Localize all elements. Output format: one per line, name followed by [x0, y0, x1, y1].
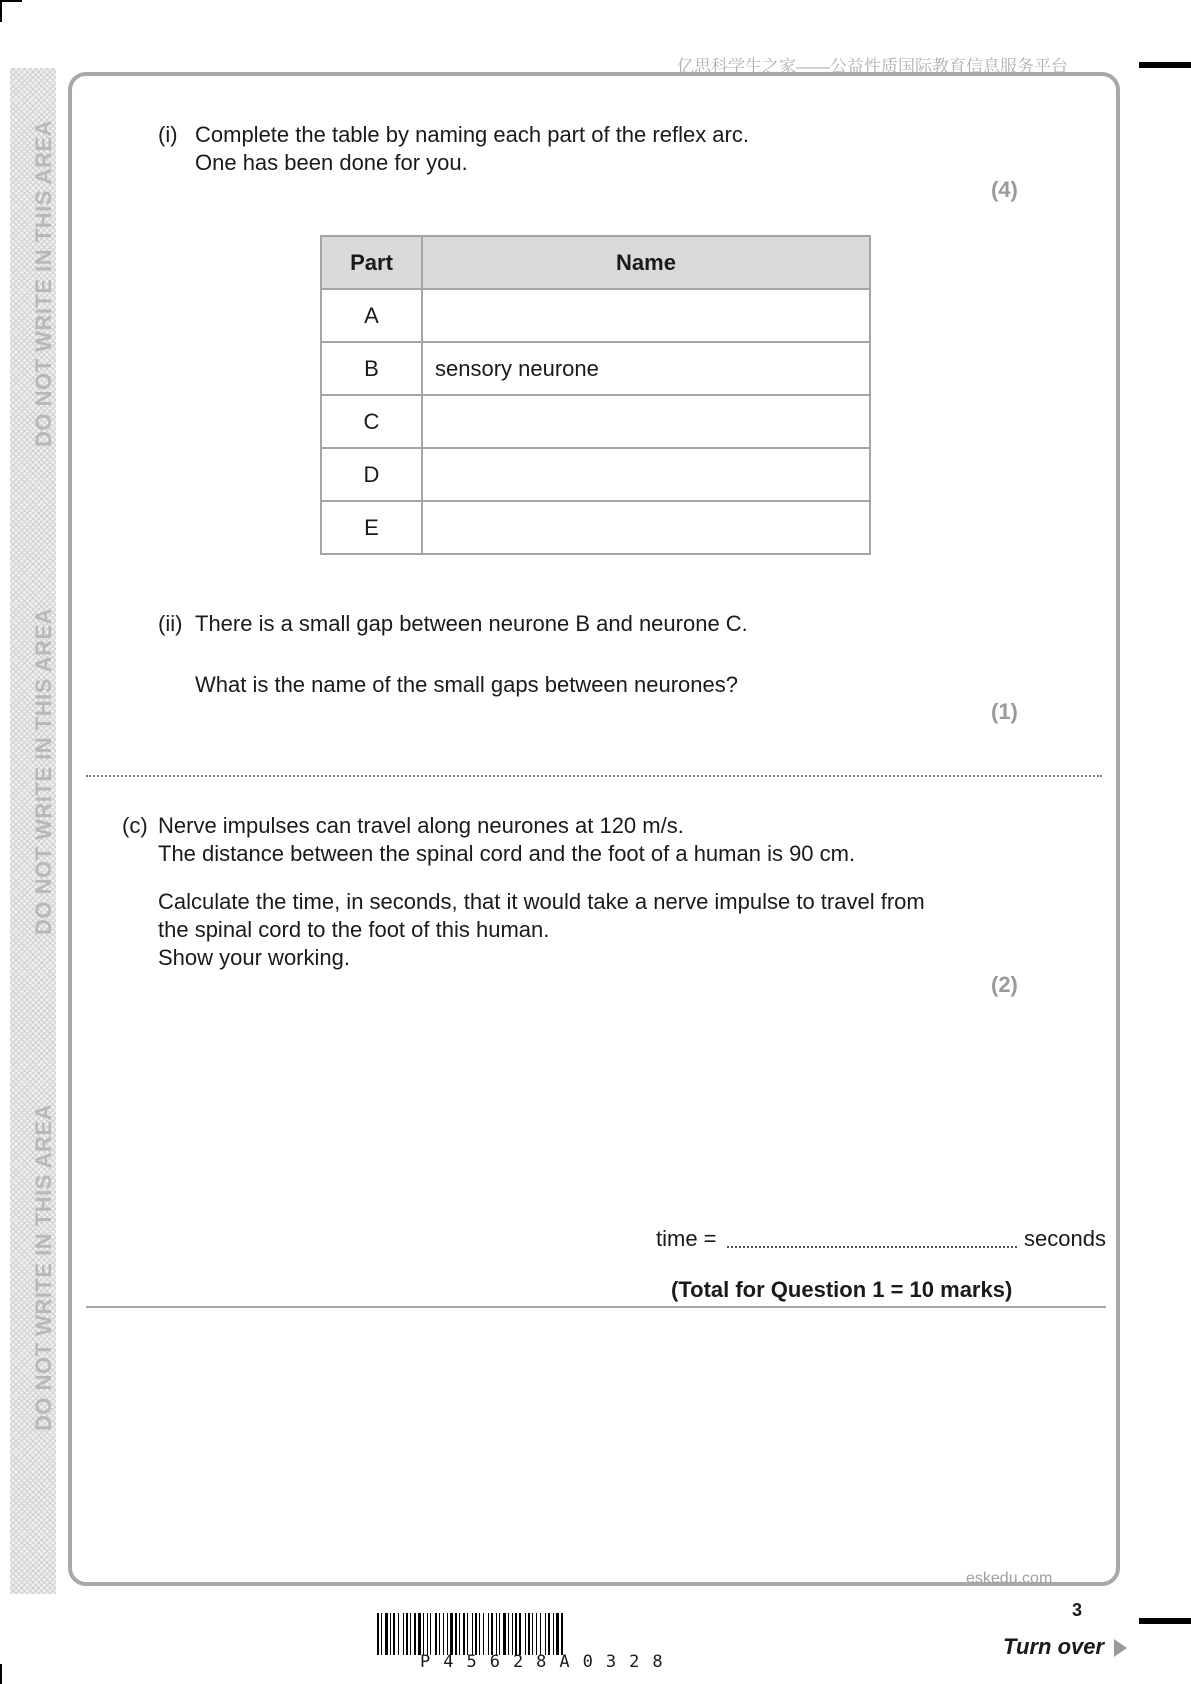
part-cell: A	[321, 289, 422, 342]
barcode-bar	[545, 1613, 546, 1655]
barcode-bar	[496, 1613, 497, 1655]
barcode-bar	[488, 1613, 489, 1655]
part-ii-question: What is the name of the small gaps between neurones?	[195, 672, 738, 697]
barcode-bar	[467, 1613, 468, 1655]
part-ii-label: (ii)	[158, 611, 183, 636]
barcode-bar	[423, 1613, 424, 1655]
crop-mark	[0, 1664, 2, 1684]
barcode-bar	[519, 1613, 521, 1655]
barcode-bar	[390, 1613, 391, 1655]
question-total: (Total for Question 1 = 10 marks)	[671, 1277, 1013, 1302]
part-cell: D	[321, 448, 422, 501]
marks-badge: (4)	[991, 177, 1018, 202]
crop-mark	[0, 0, 22, 2]
table-row	[321, 342, 870, 395]
barcode-bar	[403, 1613, 404, 1655]
barcode-bar	[418, 1613, 421, 1655]
barcode-bar	[435, 1613, 437, 1655]
part-c-line: Nerve impulses can travel along neurones at 120 m/s.	[158, 813, 684, 838]
barcode-bar	[512, 1613, 513, 1655]
barcode-bar	[427, 1613, 428, 1655]
part-c-label: (c)	[122, 813, 148, 838]
name-answer-cell[interactable]	[422, 448, 870, 501]
barcode-bar	[393, 1613, 395, 1655]
barcode-bar	[472, 1613, 473, 1655]
barcode	[377, 1613, 813, 1655]
barcode-bar	[398, 1613, 399, 1655]
barcode-bar	[410, 1613, 411, 1655]
column-header-name: Name	[422, 236, 870, 289]
table-row	[321, 289, 870, 342]
barcode-bar	[483, 1613, 484, 1655]
barcode-bar	[515, 1613, 517, 1655]
marks-badge: (2)	[991, 972, 1018, 997]
answer-line[interactable]	[86, 775, 1102, 777]
part-cell: E	[321, 501, 422, 554]
table-row	[321, 448, 870, 501]
barcode-bar	[463, 1613, 465, 1655]
barcode-text: P45628A0328	[420, 1652, 676, 1672]
margin-warning: DO NOT WRITE IN THIS AREA	[31, 1103, 56, 1431]
margin-warning: DO NOT WRITE IN THIS AREA	[31, 119, 56, 447]
barcode-bar	[414, 1613, 416, 1655]
barcode-bar	[536, 1613, 537, 1655]
part-c-line: Calculate the time, in seconds, that it would take a nerve impulse to travel from	[158, 889, 925, 914]
total-rule	[86, 1306, 1106, 1308]
barcode-bar	[553, 1613, 554, 1655]
barcode-bar	[447, 1613, 448, 1655]
answer-prefix: time =	[656, 1226, 717, 1251]
barcode-bar	[479, 1613, 480, 1655]
barcode-bar	[439, 1613, 440, 1655]
part-c-line: Show your working.	[158, 945, 350, 970]
barcode-bar	[532, 1613, 533, 1655]
barcode-bar	[406, 1613, 408, 1655]
part-i-instruction-2: One has been done for you.	[195, 150, 468, 175]
barcode-bar	[459, 1613, 460, 1655]
part-cell: C	[321, 395, 422, 448]
barcode-bar	[540, 1613, 541, 1655]
barcode-bar	[508, 1613, 509, 1655]
part-cell: B	[321, 342, 422, 395]
reflex-arc-table	[320, 235, 871, 555]
margin-hatch	[10, 68, 56, 1594]
barcode-bar	[503, 1613, 506, 1655]
barcode-bar	[443, 1613, 444, 1655]
part-c-line: The distance between the spinal cord and the foot of a human is 90 cm.	[158, 841, 856, 866]
barcode-bar	[455, 1613, 457, 1655]
turn-over	[1003, 1634, 1127, 1660]
crop-mark	[1139, 62, 1191, 68]
part-ii-statement: There is a small gap between neurone B and neurone C.	[195, 611, 748, 636]
barcode-bar	[377, 1613, 379, 1655]
turn-over-label: Turn over	[1003, 1634, 1105, 1659]
answer-unit: seconds	[1024, 1226, 1106, 1251]
barcode-bar	[556, 1613, 559, 1655]
watermark-bottom: eskedu.com	[966, 1570, 1053, 1587]
name-answer-cell[interactable]	[422, 289, 870, 342]
barcode-bar	[548, 1613, 550, 1655]
name-answer-cell[interactable]	[422, 501, 870, 554]
part-i-label: (i)	[158, 122, 178, 147]
table-row	[321, 501, 870, 554]
table-row	[321, 395, 870, 448]
barcode-bar	[525, 1613, 526, 1655]
crop-mark	[0, 0, 2, 22]
part-i-instruction: Complete the table by naming each part of the reflex arc.	[195, 122, 749, 147]
barcode-bar	[430, 1613, 431, 1655]
name-answer-cell[interactable]	[422, 395, 870, 448]
barcode-bar	[475, 1613, 477, 1655]
barcode-bar	[561, 1613, 563, 1655]
barcode-bar	[450, 1613, 453, 1655]
column-header-part: Part	[321, 236, 422, 289]
barcode-bar	[385, 1613, 388, 1655]
part-c-line: the spinal cord to the foot of this human.	[158, 917, 550, 942]
marks-badge: (1)	[991, 699, 1018, 724]
name-cell: sensory neurone	[422, 342, 870, 395]
time-answer-field[interactable]	[727, 1246, 1017, 1248]
barcode-bar	[491, 1613, 493, 1655]
arrow-right-icon	[1114, 1639, 1127, 1657]
barcode-bar	[499, 1613, 500, 1655]
page-number: 3	[1072, 1600, 1083, 1620]
barcode-bar	[528, 1613, 530, 1655]
margin-warning: DO NOT WRITE IN THIS AREA	[31, 607, 56, 935]
crop-mark	[1139, 1618, 1191, 1624]
watermark-top: 亿思科学生之家——公益性质国际教育信息服务平台	[677, 57, 1068, 76]
barcode-bar	[381, 1613, 382, 1655]
